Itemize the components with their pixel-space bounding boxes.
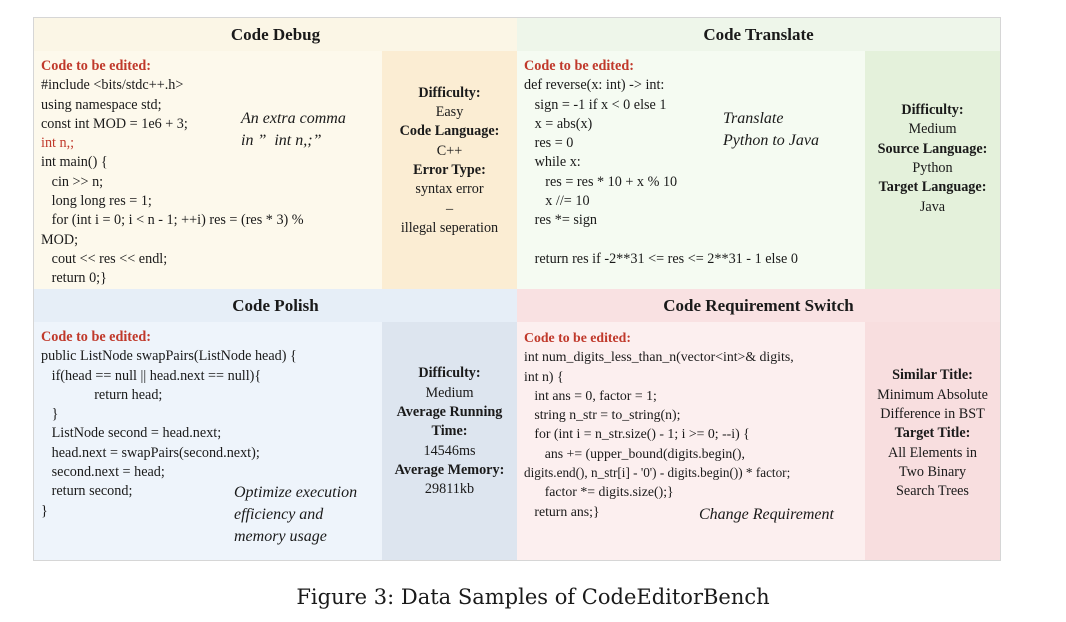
code-line: return res if -2**31 <= res <= 2**31 - 1 else 0: [524, 250, 798, 267]
target-title-value: All Elements in Two Binary Search Trees: [887, 444, 978, 500]
code-to-be-edited-label: Code to be edited:: [41, 58, 151, 74]
code-to-be-edited-label: Code to be edited:: [524, 330, 631, 345]
code-to-be-edited-label: Code to be edited:: [524, 58, 634, 74]
code-polish-title: Code Polish: [34, 289, 517, 322]
average-memory-value: 29811kb: [424, 481, 475, 498]
code-line: cin >> n;: [41, 173, 104, 190]
difficulty-key: Difficulty:: [901, 102, 964, 119]
code-line: int num_digits_less_than_n(vector<int>& digits,: [524, 349, 794, 365]
code-line: if(head == null || head.next == null){: [41, 367, 262, 384]
code-polish-code: [34, 322, 382, 560]
similar-title-value: Minimum Absolute Difference in BST: [877, 386, 988, 423]
code-line: return ans;}: [524, 503, 600, 519]
translate-note: Translate Python to Java: [723, 110, 819, 149]
code-line: while x:: [524, 154, 581, 171]
code-to-be-edited-label: Code to be edited:: [41, 329, 151, 345]
code-line: return 0;}: [41, 270, 107, 287]
code-line: }: [41, 502, 48, 519]
code-debug-section: [34, 18, 517, 289]
code-line: MOD;: [41, 231, 79, 248]
code-requirement-switch-meta: [865, 322, 1000, 560]
switch-note: Change Requirement: [699, 506, 834, 523]
polish-note: Optimize execution efficiency and memory usage: [234, 484, 358, 545]
code-line: x = abs(x): [524, 115, 593, 132]
error-type-separator: –: [445, 200, 454, 217]
code-line: int ans = 0, factor = 1;: [524, 387, 657, 403]
code-line: #include <bits/stdc++.h>: [41, 77, 184, 94]
code-line: [524, 231, 865, 250]
code-line: res = 0: [524, 135, 574, 152]
code-line: res = res * 10 + x % 10: [524, 173, 678, 190]
code-translate-section: [517, 18, 1000, 289]
code-line: const int MOD = 1e6 + 3;: [41, 115, 188, 132]
figure-panel: [33, 17, 1001, 561]
code-line: x //= 10: [524, 193, 590, 210]
code-line: string n_str = to_string(n);: [524, 407, 681, 423]
code-translate-meta: [865, 51, 1000, 289]
difficulty-value: Medium: [908, 121, 957, 138]
average-running-time-value: 14546ms: [423, 442, 476, 459]
code-requirement-switch-code: [517, 322, 865, 560]
code-line: ListNode second = head.next;: [41, 425, 222, 442]
similar-title-key: Similar Title:: [892, 367, 973, 384]
code-language-key: Code Language:: [399, 123, 500, 140]
error-type-detail: illegal seperation: [400, 219, 499, 236]
average-memory-key: Average Memory:: [394, 461, 505, 478]
difficulty-key: Difficulty:: [418, 84, 481, 101]
code-line: cout << res << endl;: [41, 250, 168, 267]
code-line-error: int n,;: [41, 135, 75, 152]
code-language-value: C++: [436, 142, 463, 159]
error-type-key: Error Type:: [413, 162, 486, 178]
code-line: int n) {: [524, 368, 564, 384]
code-translate-code: [517, 51, 865, 289]
target-language-key: Target Language:: [878, 179, 987, 196]
code-line: return head;: [41, 386, 163, 403]
code-line: sign = -1 if x < 0 else 1: [524, 96, 667, 113]
target-language-value: Java: [919, 198, 946, 215]
average-running-time-key: Average Running Time:: [396, 404, 503, 440]
source-language-key: Source Language:: [877, 140, 988, 157]
code-line: res *= sign: [524, 212, 598, 229]
code-line: }: [41, 406, 59, 423]
code-debug-title: Code Debug: [34, 18, 517, 51]
code-debug-code: [34, 51, 382, 289]
code-line: def reverse(x: int) -> int:: [524, 77, 665, 94]
code-line: return second;: [41, 483, 133, 500]
code-line: public ListNode swapPairs(ListNode head) {: [41, 348, 297, 365]
code-line: second.next = head;: [41, 464, 165, 481]
code-line: head.next = swapPairs(second.next);: [41, 444, 260, 461]
code-line: long long res = 1;: [41, 193, 152, 210]
code-debug-meta: [382, 51, 517, 289]
difficulty-key: Difficulty:: [418, 365, 481, 382]
code-requirement-switch-title: Code Requirement Switch: [517, 289, 1000, 322]
code-line: for (int i = 0; i < n - 1; ++i) res = (res * 3) %: [41, 212, 304, 229]
difficulty-value: Medium: [425, 384, 474, 401]
figure-caption: Figure 3: Data Samples of CodeEditorBench: [296, 585, 770, 609]
error-type-value: syntax error: [415, 181, 484, 198]
code-line: digits.end(), n_str[i] - '0') - digits.begin()) * factor;: [524, 465, 791, 481]
code-polish-section: [34, 289, 517, 560]
code-requirement-switch-section: [517, 289, 1000, 560]
code-line: int main() {: [41, 154, 108, 171]
debug-note: An extra comma in ” int n,;”: [241, 110, 346, 149]
code-line: for (int i = n_str.size() - 1; i >= 0; --i) {: [524, 426, 750, 442]
code-line: ans += (upper_bound(digits.begin(),: [524, 445, 745, 461]
code-line: factor *= digits.size();}: [524, 484, 674, 500]
source-language-value: Python: [912, 160, 953, 176]
difficulty-value: Easy: [435, 104, 464, 121]
code-line: using namespace std;: [41, 96, 162, 113]
code-translate-title: Code Translate: [517, 18, 1000, 51]
target-title-key: Target Title:: [894, 425, 971, 442]
code-polish-meta: [382, 322, 517, 560]
